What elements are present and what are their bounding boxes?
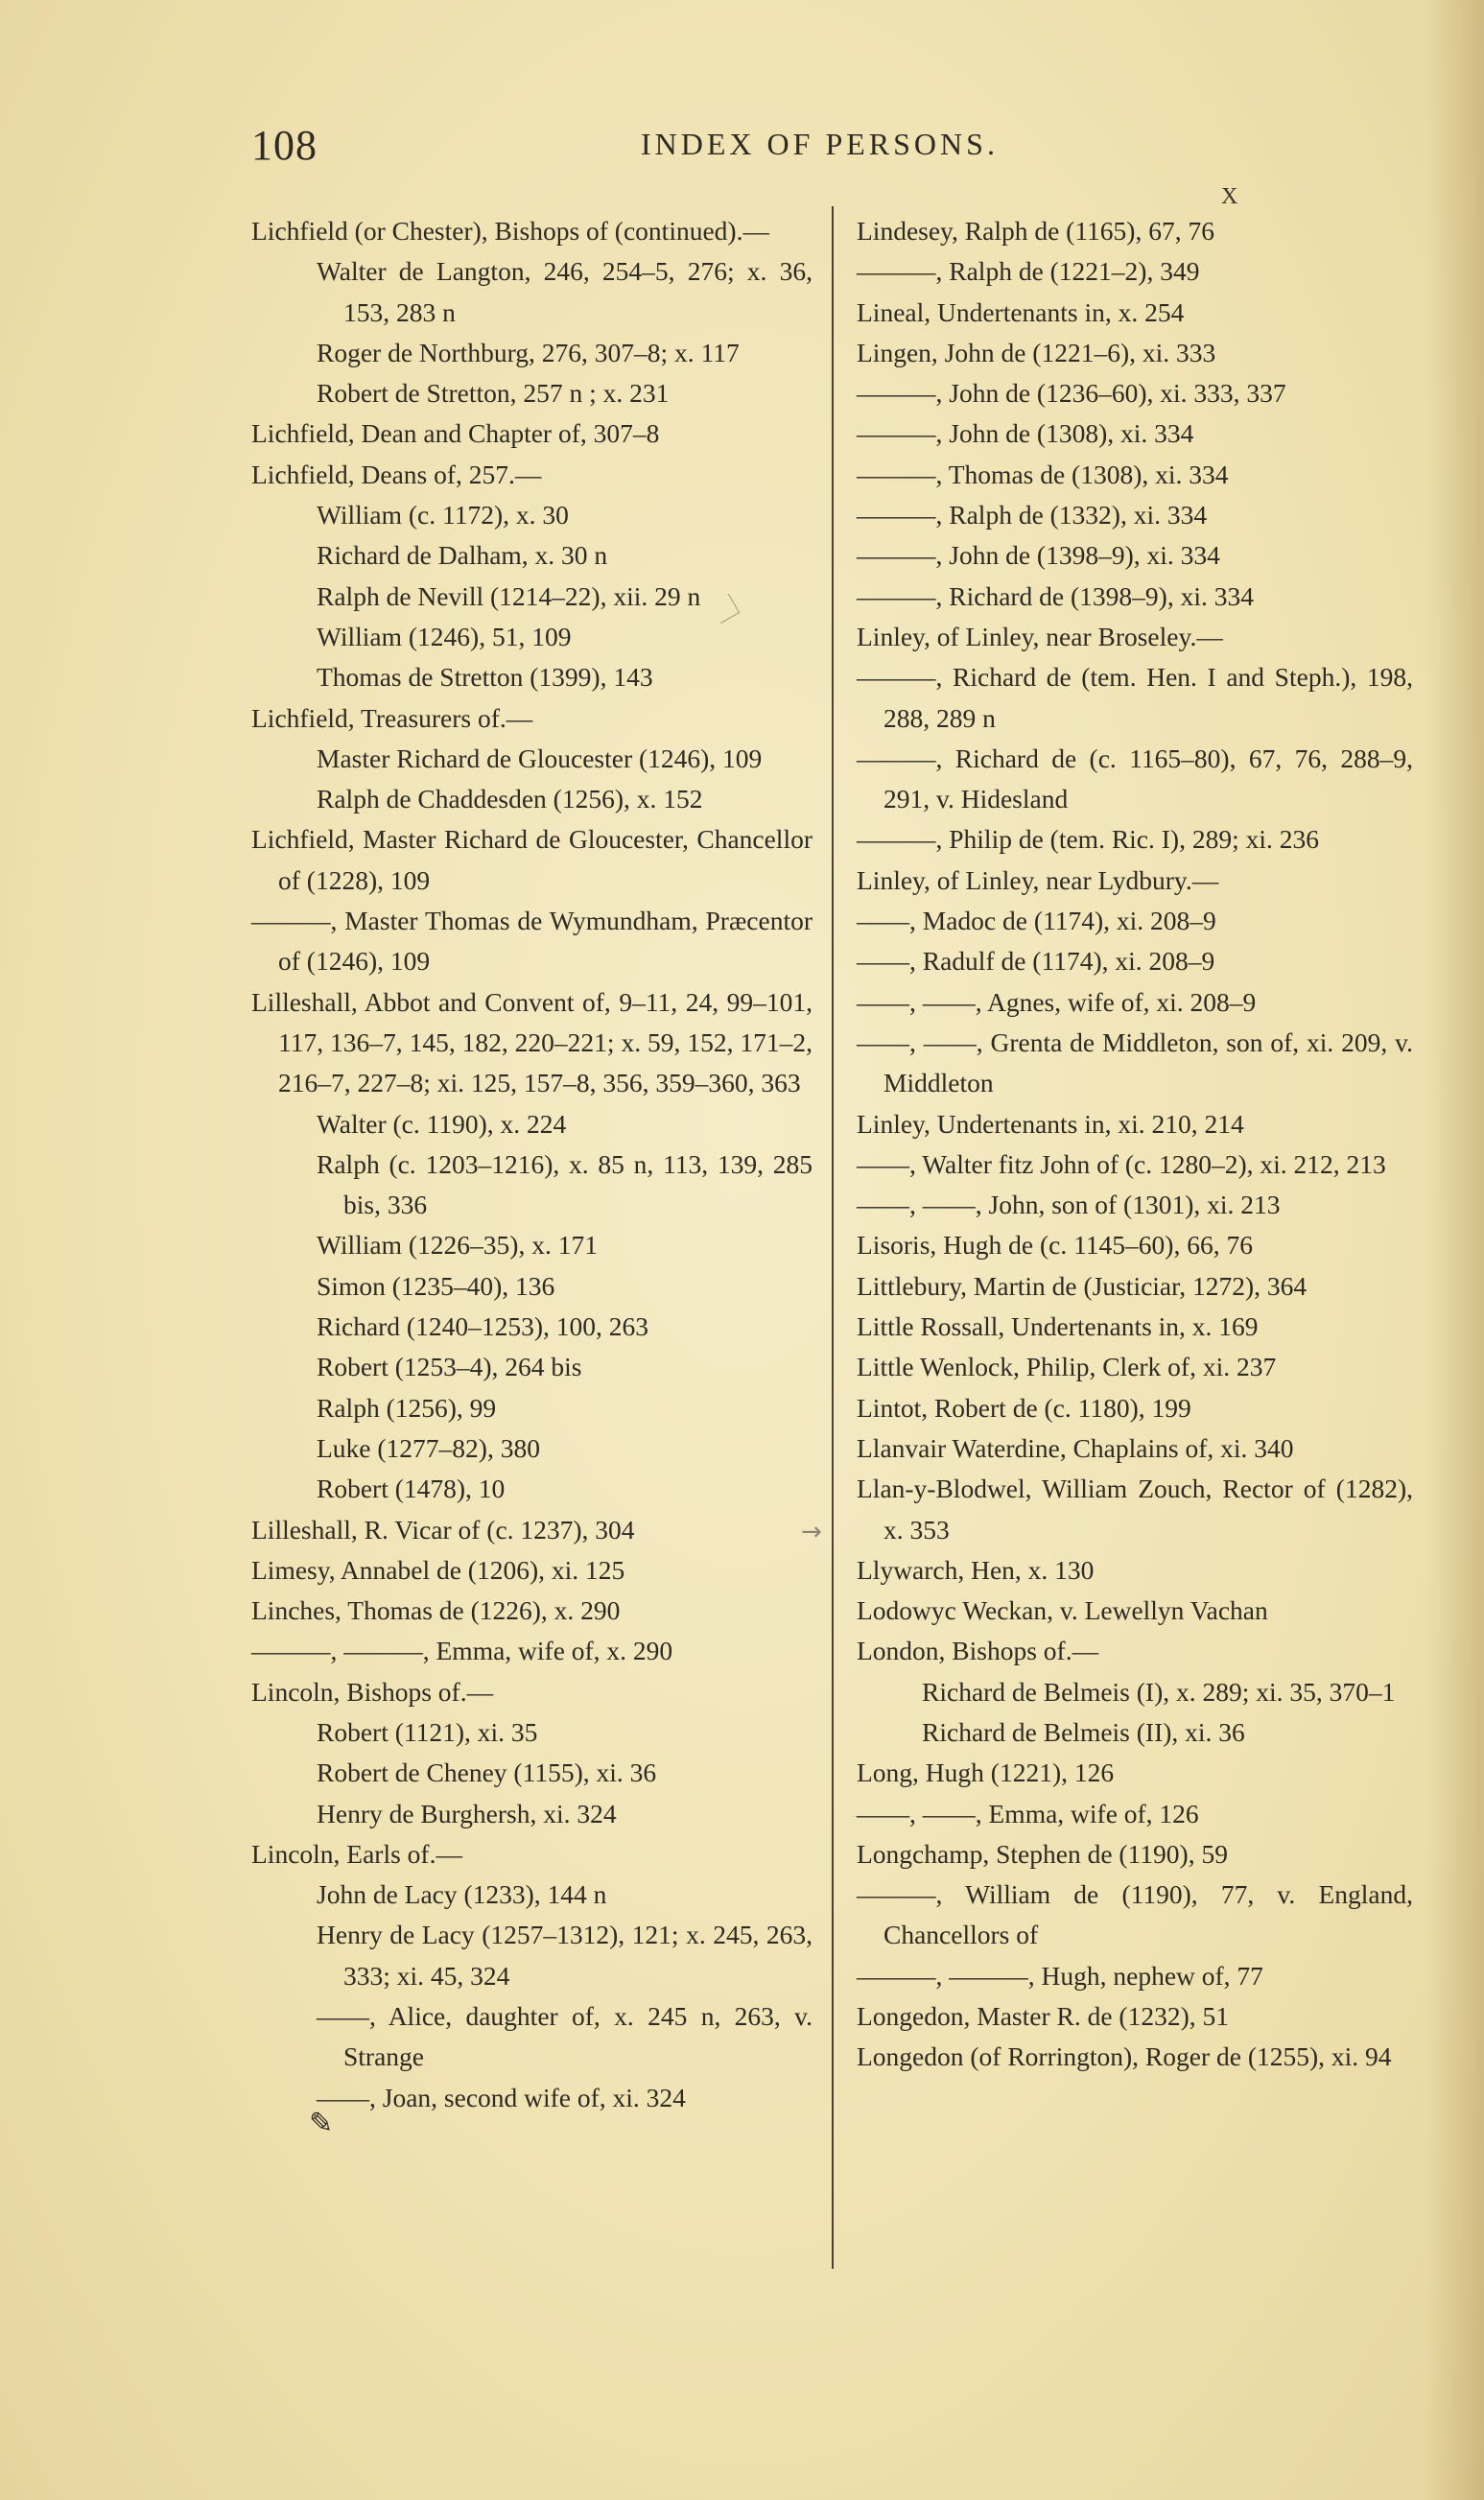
index-entry: Lineal, Undertenants in, x. 254 xyxy=(857,296,1185,327)
index-entry: Linley, Undertenants in, xi. 210, 214 xyxy=(857,1108,1244,1139)
index-subentry: Roger de Northburg, 276, 307–8; x. 117 xyxy=(317,337,740,367)
index-subentry: Robert de Cheney (1155), xi. 36 xyxy=(317,1757,657,1788)
index-subentry: Ralph (c. 1203–1216), x. 85 n, 113, 139, 285 bis, 336 xyxy=(317,1148,813,1220)
index-subentry: Robert de Stretton, 257 n ; x. 231 xyxy=(317,378,670,409)
left-index-column xyxy=(251,211,813,2118)
index-entry: Lindesey, Ralph de (1165), 67, 76 xyxy=(857,216,1214,246)
index-entry: Lincoln, Earls of.— xyxy=(251,1838,462,1869)
index-subentry: William (1226–35), x. 171 xyxy=(317,1230,598,1261)
index-subentry: Richard de Dalham, x. 30 n xyxy=(317,540,608,571)
index-entry: ———, Richard de (1398–9), xi. 334 xyxy=(857,580,1254,611)
index-subentry: Ralph de Chaddesden (1256), x. 152 xyxy=(317,784,703,814)
index-entry: Lichfield, Dean and Chapter of, 307–8 xyxy=(251,418,660,449)
page-edge-shadow xyxy=(1426,0,1484,2500)
index-entry: ——, Radulf de (1174), xi. 208–9 xyxy=(857,946,1215,977)
index-entry: Lintot, Robert de (c. 1180), 199 xyxy=(857,1392,1191,1423)
index-subentry: Robert (1478), 10 xyxy=(317,1474,506,1504)
index-entry: ——, ——, Agnes, wife of, xi. 208–9 xyxy=(857,986,1257,1017)
index-entry: ———, Master Thomas de Wymundham, Præcentor of (1246), 109 xyxy=(251,906,813,977)
index-subentry: Richard de Belmeis (I), x. 289; xi. 35, 370–1 xyxy=(922,1676,1396,1707)
index-entry: Little Wenlock, Philip, Clerk of, xi. 237 xyxy=(857,1352,1277,1382)
index-subentry: Master Richard de Gloucester (1246), 109 xyxy=(317,743,763,773)
index-entry: Lincoln, Bishops of.— xyxy=(251,1676,494,1707)
right-index-column xyxy=(857,211,1413,2078)
index-entry: ——, Walter fitz John of (c. 1280–2), xi. 212, 213 xyxy=(857,1148,1386,1179)
index-subentry: John de Lacy (1233), 144 n xyxy=(317,1879,607,1910)
index-entry: Longedon, Master R. de (1232), 51 xyxy=(857,2001,1229,2032)
index-entry: Llan-y-Blodwel, William Zouch, Rector of (1282), x. 353 xyxy=(857,1474,1413,1545)
index-entry: ———, Philip de (tem. Ric. I), 289; xi. 236 xyxy=(857,824,1319,855)
index-entry: ——, Madoc de (1174), xi. 208–9 xyxy=(857,906,1216,936)
index-entry: ———, Richard de (tem. Hen. I and Steph.), 198, 288, 289 n xyxy=(857,662,1413,733)
ink-mark-icon: ✎ xyxy=(309,2107,334,2140)
index-entry: ——, ——, Emma, wife of, 126 xyxy=(857,1798,1199,1828)
running-title: INDEX OF PERSONS. xyxy=(641,127,999,161)
index-entry: Littlebury, Martin de (Justiciar, 1272), 364 xyxy=(857,1270,1307,1301)
index-subentry: Luke (1277–82), 380 xyxy=(317,1432,540,1463)
index-subentry: Thomas de Stretton (1399), 143 xyxy=(317,662,653,693)
index-entry: Lisoris, Hugh de (c. 1145–60), 66, 76 xyxy=(857,1230,1253,1261)
index-subentry: Henry de Lacy (1257–1312), 121; x. 245, 263, 333; xi. 45, 324 xyxy=(317,1920,813,1991)
index-subentry: Robert (1121), xi. 35 xyxy=(317,1716,538,1747)
index-entry: Little Rossall, Undertenants in, x. 169 xyxy=(857,1311,1259,1342)
index-entry: Lilleshall, Abbot and Convent of, 9–11, 24, 99–101, 117, 136–7, 145, 182, 220–221; x. 59, 152, 171–2, 216–7, 227–8; xi. 125, 157–8, 356, 359–360, 363 xyxy=(251,986,813,1098)
index-subentry: Walter de Langton, 246, 254–5, 276; x. 36, 153, 283 n xyxy=(317,256,813,327)
index-entry: Linches, Thomas de (1226), x. 290 xyxy=(251,1595,621,1626)
index-entry: Lilleshall, R. Vicar of (c. 1237), 304 xyxy=(251,1514,635,1545)
index-entry: Lingen, John de (1221–6), xi. 333 xyxy=(857,337,1216,367)
index-subentry: Ralph de Nevill (1214–22), xii. 29 n xyxy=(317,580,701,611)
index-entry: ———, Thomas de (1308), xi. 334 xyxy=(857,459,1229,489)
index-entry: ——, ——, Grenta de Middleton, son of, xi. 209, v. Middleton xyxy=(857,1026,1413,1098)
index-subentry: Simon (1235–40), 136 xyxy=(317,1270,555,1301)
index-subentry: Walter (c. 1190), x. 224 xyxy=(317,1108,567,1139)
index-entry: Long, Hugh (1221), 126 xyxy=(857,1757,1115,1788)
index-entry: London, Bishops of.— xyxy=(857,1636,1099,1666)
index-entry: Linley, of Linley, near Lydbury.— xyxy=(857,864,1219,895)
index-entry: ———, William de (1190), 77, v. England, Chancellors of xyxy=(857,1879,1413,1950)
index-entry: ———, Ralph de (1332), xi. 334 xyxy=(857,500,1208,531)
index-entry: Linley, of Linley, near Broseley.— xyxy=(857,621,1223,651)
index-entry: Longedon (of Rorrington), Roger de (1255), xi. 94 xyxy=(857,2041,1392,2072)
index-subentry: Henry de Burghersh, xi. 324 xyxy=(317,1798,617,1828)
index-entry: ——, ——, John, son of (1301), xi. 213 xyxy=(857,1190,1281,1220)
index-entry: ———, ———, Hugh, nephew of, 77 xyxy=(857,1960,1263,1991)
column-divider xyxy=(832,206,834,2269)
index-subentry: Richard (1240–1253), 100, 263 xyxy=(317,1311,648,1342)
handwritten-x-mark: X xyxy=(1221,184,1238,209)
index-subentry: Robert (1253–4), 264 bis xyxy=(317,1352,582,1382)
index-entry: ———, John de (1398–9), xi. 334 xyxy=(857,540,1220,571)
index-entry: ———, Ralph de (1221–2), 349 xyxy=(857,256,1200,287)
index-entry: ———, ———, Emma, wife of, x. 290 xyxy=(251,1636,673,1666)
index-entry: Lodowyc Weckan, v. Lewellyn Vachan xyxy=(857,1595,1268,1626)
index-entry: ———, John de (1308), xi. 334 xyxy=(857,418,1194,449)
index-entry: Longchamp, Stephen de (1190), 59 xyxy=(857,1838,1228,1869)
index-entry: Lichfield, Master Richard de Gloucester, Chancellor of (1228), 109 xyxy=(251,824,813,895)
index-entry: Limesy, Annabel de (1206), xi. 125 xyxy=(251,1554,625,1585)
index-entry: Llanvair Waterdine, Chaplains of, xi. 340 xyxy=(857,1432,1294,1463)
index-entry: Llywarch, Hen, x. 130 xyxy=(857,1554,1095,1585)
index-entry: ———, Richard de (c. 1165–80), 67, 76, 288–9, 291, v. Hidesland xyxy=(857,743,1413,814)
index-subentry: William (1246), 51, 109 xyxy=(317,621,572,651)
margin-arrow-icon: → xyxy=(801,1518,822,1546)
index-subentry: Richard de Belmeis (II), xi. 36 xyxy=(922,1716,1245,1747)
index-entry: Lichfield (or Chester), Bishops of (continued).— xyxy=(251,216,769,246)
index-subentry: William (c. 1172), x. 30 xyxy=(317,500,569,531)
index-entry: ———, John de (1236–60), xi. 333, 337 xyxy=(857,378,1286,409)
index-subentry: Ralph (1256), 99 xyxy=(317,1392,497,1423)
page-number: 108 xyxy=(251,122,318,169)
index-subentry: ——, Joan, second wife of, xi. 324 xyxy=(317,2082,686,2112)
index-entry: Lichfield, Treasurers of.— xyxy=(251,702,533,733)
index-subentry: ——, Alice, daughter of, x. 245 n, 263, v. Strange xyxy=(317,2001,813,2072)
index-entry: Lichfield, Deans of, 257.— xyxy=(251,459,542,489)
